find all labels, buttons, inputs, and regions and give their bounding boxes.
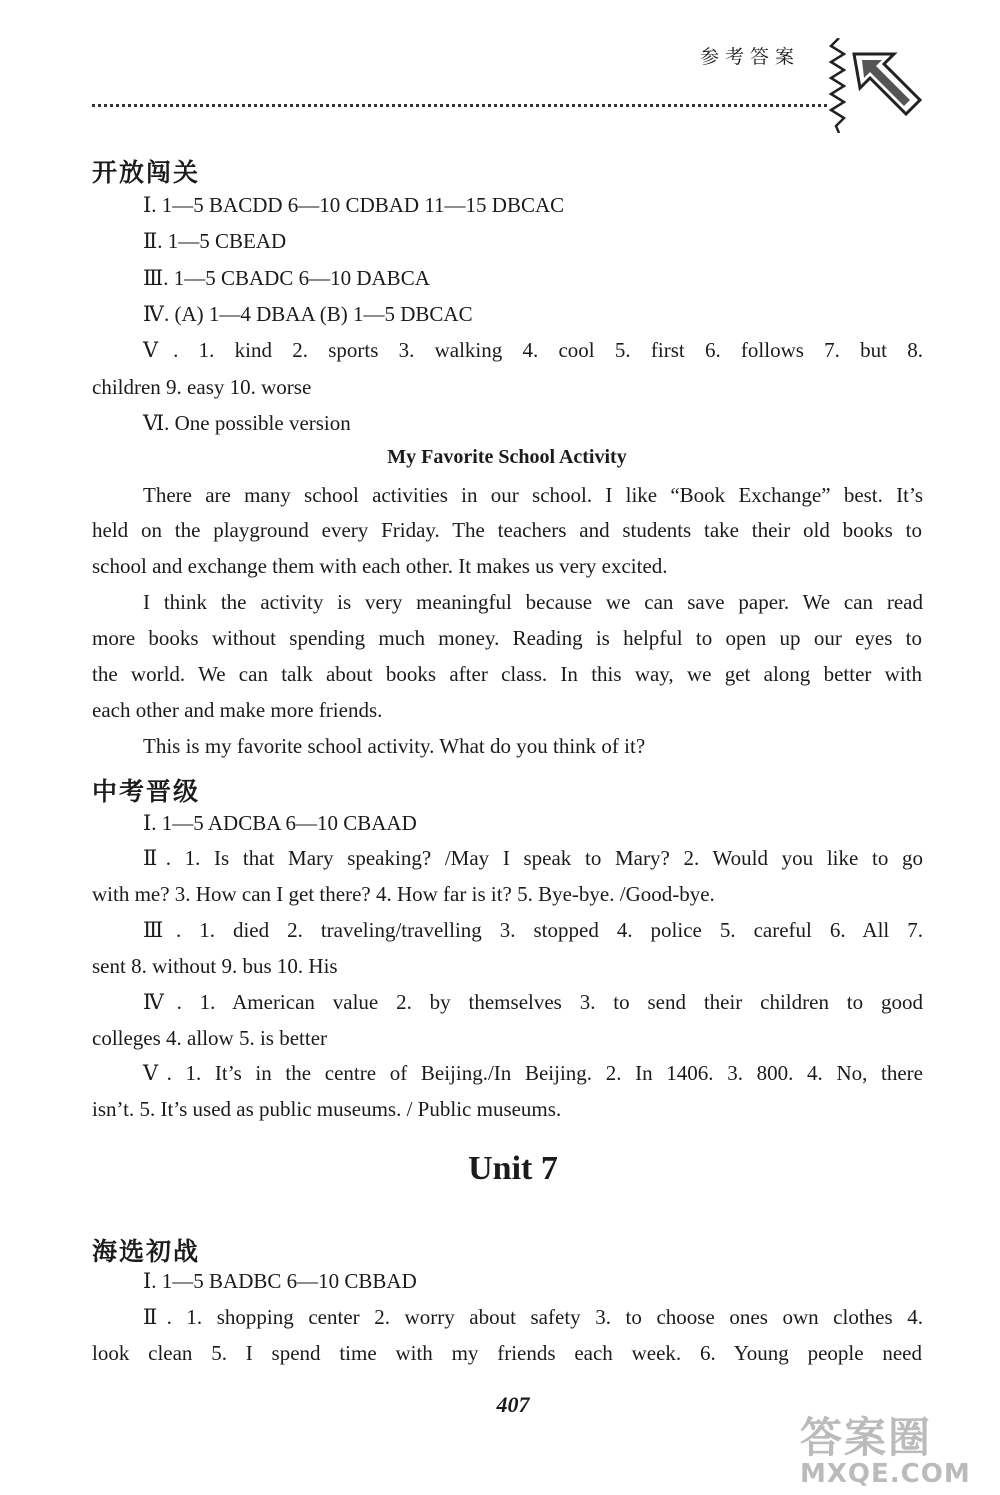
answer-line: isn’t. 5. It’s used as public museums. / Public museums.: [92, 1097, 562, 1121]
answer-line: sent 8. without 9. bus 10. His: [92, 954, 338, 978]
section-heading-open: 开放闯关: [92, 158, 201, 187]
essay-title: My Favorite School Activity: [387, 446, 627, 468]
section-heading-exam: 中考晋级: [92, 777, 201, 806]
watermark-text: 答案圈: [800, 1413, 933, 1462]
header-dotted-rule: [92, 104, 827, 107]
answer-line: Ⅲ. 1—5 CBADC 6—10 DABCA: [143, 266, 430, 290]
answer-line: colleges 4. allow 5. is better: [92, 1026, 328, 1050]
arrow-logo-icon: [850, 48, 922, 126]
essay-line: school and exchange them with each other. It makes us very excited.: [92, 554, 668, 578]
essay-line: each other and make more friends.: [92, 698, 383, 722]
answer-line: Ⅲ. 1. died 2. traveling/travelling 3. stopped 4. police 5. careful 6. All 7.: [143, 918, 923, 942]
zigzag-ornament: [828, 38, 850, 133]
answer-line: Ⅰ. 1—5 ADCBA 6—10 CBAAD: [143, 811, 417, 835]
answer-line: look clean 5. I spend time with my friends each week. 6. Young people need: [92, 1341, 922, 1365]
answer-line: Ⅱ. 1—5 CBEAD: [143, 229, 287, 253]
essay-line: the world. We can talk about books after class. In this way, we get along better with: [92, 662, 922, 686]
unit-title: Unit 7: [468, 1150, 558, 1187]
answer-line: Ⅰ. 1—5 BACDD 6—10 CDBAD 11—15 DBCAC: [143, 193, 565, 217]
essay-line: more books without spending much money. Reading is helpful to open up our eyes to: [92, 626, 922, 650]
answer-line: Ⅳ. (A) 1—4 DBAA (B) 1—5 DBCAC: [143, 302, 473, 326]
answer-line: Ⅳ. 1. American value 2. by themselves 3. to send their children to good: [143, 990, 923, 1014]
answer-line: children 9. easy 10. worse: [92, 375, 312, 399]
essay-line: This is my favorite school activity. What do you think of it?: [143, 734, 646, 758]
essay-line: held on the playground every Friday. The teachers and students take their old books to: [92, 518, 922, 542]
section-heading-selection: 海选初战: [92, 1237, 201, 1266]
answer-line: Ⅱ. 1. shopping center 2. worry about safety 3. to choose ones own clothes 4.: [143, 1305, 923, 1329]
essay-line: There are many school activities in our school. I like “Book Exchange” best. It’s: [143, 483, 923, 507]
answer-line: Ⅰ. 1—5 BADBC 6—10 CBBAD: [143, 1269, 417, 1293]
header-title: 参考答案: [700, 46, 801, 68]
answer-line: Ⅴ. 1. It’s in the centre of Beijing./In Beijing. 2. In 1406. 3. 800. 4. No, there: [143, 1061, 923, 1085]
page-number: 407: [496, 1392, 530, 1417]
answer-line: Ⅱ. 1. Is that Mary speaking? /May I speak to Mary? 2. Would you like to go: [143, 846, 923, 870]
essay-line: I think the activity is very meaningful because we can save paper. We can read: [143, 590, 923, 614]
watermark-url: MXQE.COM: [800, 1459, 971, 1489]
answer-line: Ⅵ. One possible version: [143, 411, 351, 435]
watermark-logo: [800, 1405, 971, 1489]
answer-line: Ⅴ. 1. kind 2. sports 3. walking 4. cool 5. first 6. follows 7. but 8.: [143, 338, 923, 362]
answer-line: with me? 3. How can I get there? 4. How far is it? 5. Bye-bye. /Good-bye.: [92, 882, 715, 906]
